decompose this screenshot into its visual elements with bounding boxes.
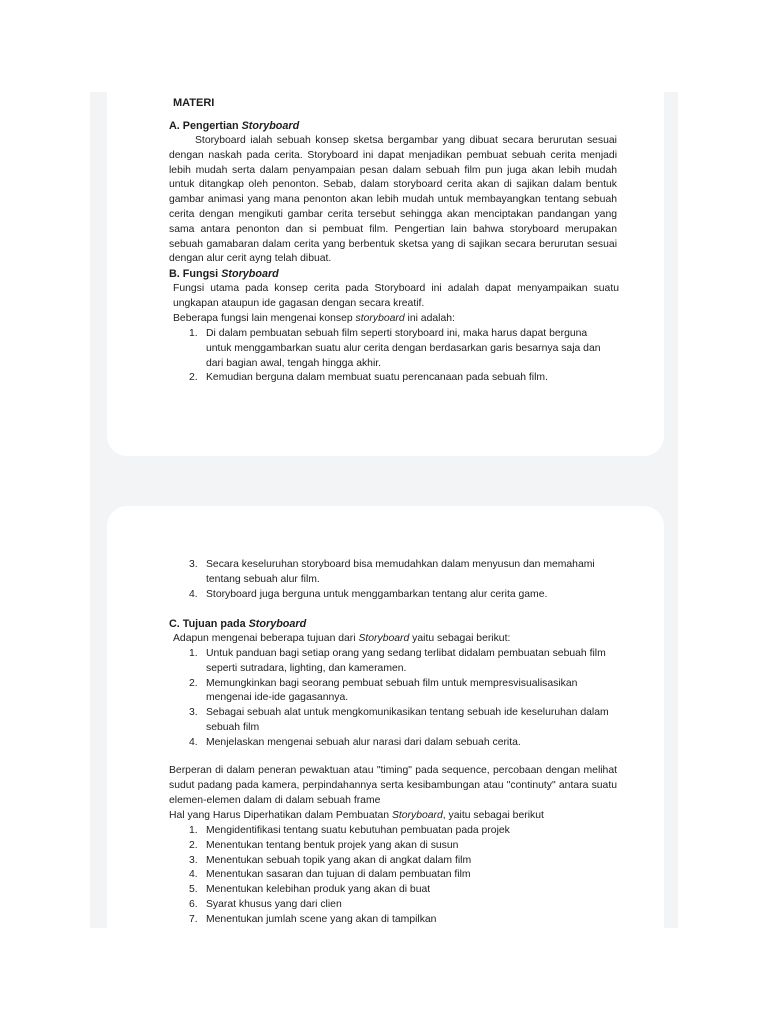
list-item-number: 3. (189, 707, 198, 719)
section-a-heading (169, 119, 299, 134)
list-item-text: Menentukan sebuah topik yang akan di angkat dalam film (206, 854, 472, 866)
page-title: MATERI (173, 97, 215, 109)
section-b-list (189, 327, 613, 386)
list-item-number: 1. (189, 825, 198, 836)
list-item-number: 4. (189, 588, 198, 600)
list-item (189, 558, 613, 588)
list-item-text: Menentukan jumlah scene yang akan di tampilkan (206, 913, 437, 925)
list-item (189, 839, 619, 854)
section-a-heading-em: Storyboard (241, 120, 300, 132)
section-b-heading-em: Storyboard (221, 268, 279, 280)
list-item-number: 2. (189, 839, 198, 851)
list-item-text: Untuk panduan bagi setiap orang yang sedang terlibat didalam pembuatan sebuah film seperti sutradara, lighting, dan kameramen. (206, 648, 606, 674)
list-item-text: Mengidentifikasi tentang suatu kebutuhan pembuatan pada projek (206, 825, 510, 836)
document-viewer[interactable] (90, 92, 678, 928)
list-item-text: Menjelaskan mengenai sebuah alur narasi dari dalam sebuah cerita. (206, 736, 521, 748)
checklist-lead-text: Hal yang Harus Diperhatikan dalam Pembuatan (169, 810, 392, 821)
document-page-1 (107, 92, 664, 456)
list-item-text: Storyboard juga berguna untuk menggambarkan tentang alur cerita game. (206, 588, 548, 600)
section-c-lead (173, 632, 619, 647)
list-item-text: Syarat khusus yang dari clien (206, 898, 342, 910)
list-item-text: Memungkinkan bagi seorang pembuat sebuah film untuk mempresvisualisasikan mengenai ide-ide gagasannya. (206, 677, 578, 704)
list-item (189, 898, 619, 913)
section-b-lead-suffix: ini adalah: (404, 313, 455, 324)
list-item-text: Menentukan tentang bentuk projek yang akan di susun (206, 839, 459, 851)
list-item (189, 824, 619, 839)
section-b-lead (173, 312, 619, 327)
list-item-text: Secara keseluruhan storyboard bisa memudahkan dalam menyusun dan memahami tentang sebuah alur film. (206, 559, 595, 585)
section-b-heading (169, 267, 279, 282)
section-c-heading (169, 617, 306, 632)
list-item (189, 854, 619, 869)
section-b-lead-em: storyboard (355, 313, 405, 324)
list-item-number: 1. (189, 648, 198, 659)
section-c-list (189, 647, 619, 751)
list-item-number: 2. (189, 677, 198, 689)
list-item-text: Menentukan kelebihan produk yang akan di buat (206, 884, 431, 896)
list-item-number: 4. (189, 869, 198, 881)
list-item-number: 3. (189, 559, 198, 570)
list-item-number: 3. (189, 854, 198, 866)
list-item-number: 5. (189, 884, 198, 896)
list-item-number: 1. (189, 328, 198, 339)
section-a-heading-text: A. Pengertian (169, 120, 242, 132)
list-item-text: Menentukan sasaran dan tujuan di dalam pembuatan film (206, 869, 471, 881)
continued-list (189, 558, 613, 602)
list-item (189, 588, 613, 603)
list-item-number: 2. (189, 372, 198, 384)
list-item (189, 736, 619, 751)
checklist-lead-suffix: , yaitu sebagai berikut (442, 810, 544, 821)
list-item-text: Kemudian berguna dalam membuat suatu perencanaan pada sebuah film. (206, 372, 548, 384)
list-item-text: Sebagai sebuah alat untuk mengkomunikasikan tentang sebuah ide keseluruhan dalam sebuah film (206, 707, 609, 733)
checklist-lead (169, 809, 615, 824)
list-item (189, 371, 613, 386)
section-c-heading-text: C. Tujuan pada (169, 618, 249, 630)
list-item-number: 4. (189, 736, 198, 748)
section-b-lead-text: Beberapa fungsi lain mengenai konsep (173, 313, 356, 324)
list-item (189, 647, 619, 677)
list-item-number: 7. (189, 913, 198, 925)
section-c-lead-text: Adapun mengenai beberapa tujuan dari (173, 633, 359, 644)
list-item (189, 868, 619, 883)
section-c-lead-em: Storyboard (358, 633, 410, 644)
section-b-heading-text: B. Fungsi (169, 268, 222, 280)
document-page-2 (107, 506, 664, 928)
section-c-lead-suffix: yaitu sebagai berikut: (409, 633, 511, 644)
section-b-intro: Fungsi utama pada konsep cerita pada Storyboard ini adalah dapat menyampaikan suatu ungkapan ataupun ide gagasan dengan secara kreatif. (173, 283, 619, 309)
list-item (189, 677, 619, 707)
section-c-heading-em: Storyboard (248, 618, 307, 630)
checklist-lead-em: Storyboard (391, 810, 443, 821)
list-item-number: 6. (189, 898, 198, 910)
section-c-paragraph: Berperan di dalam peneran pewaktuan atau "timing" pada sequence, percobaan dengan melihat sudut padang pada kamera, perpindahannya serta kesibambungan atau "continuty" antara suatu elemen-elemen dalam di dalam sebuah frame (169, 765, 617, 806)
list-item (189, 706, 619, 736)
checklist (189, 824, 619, 928)
list-item (189, 913, 619, 928)
list-item (189, 883, 619, 898)
list-item (189, 327, 613, 371)
section-a-paragraph: Storyboard ialah sebuah konsep sketsa bergambar yang dibuat secara berurutan sesuai dengan naskah pada cerita. Storyboard ini dapat menjadikan pembuat sebuah cerita menjadi lebih mudah serta dalam penyampaian pesan dalam sebuah film pun juga akan lebih mudah untuk ditangkap oleh penonton. Sebab, dalam storyboard cerita akan di sajikan dalam bentuk gambar animasi yang mana penonton akan lebih mudah untuk membayangkan tentang sebuah cerita dengan mengikuti gambar cerita tersebut sehingga akan menciptakan pandangan yang sama antara penonton dan si pembuat film. Pengertian lain bahwa storyboard merupakan sebuah gamabaran dalam cerita yang berbentuk sketsa yang di sajikan secara berurutan sesuai dengan alur cerit ayng telah dibuat. (169, 135, 617, 265)
list-item-text: Di dalam pembuatan sebuah film seperti storyboard ini, maka harus dapat berguna untuk menggambarkan suatu alur cerita dengan berdasarkan garis besarnya saja dan dari bagian awal, tengah hingga akhir. (206, 328, 601, 369)
